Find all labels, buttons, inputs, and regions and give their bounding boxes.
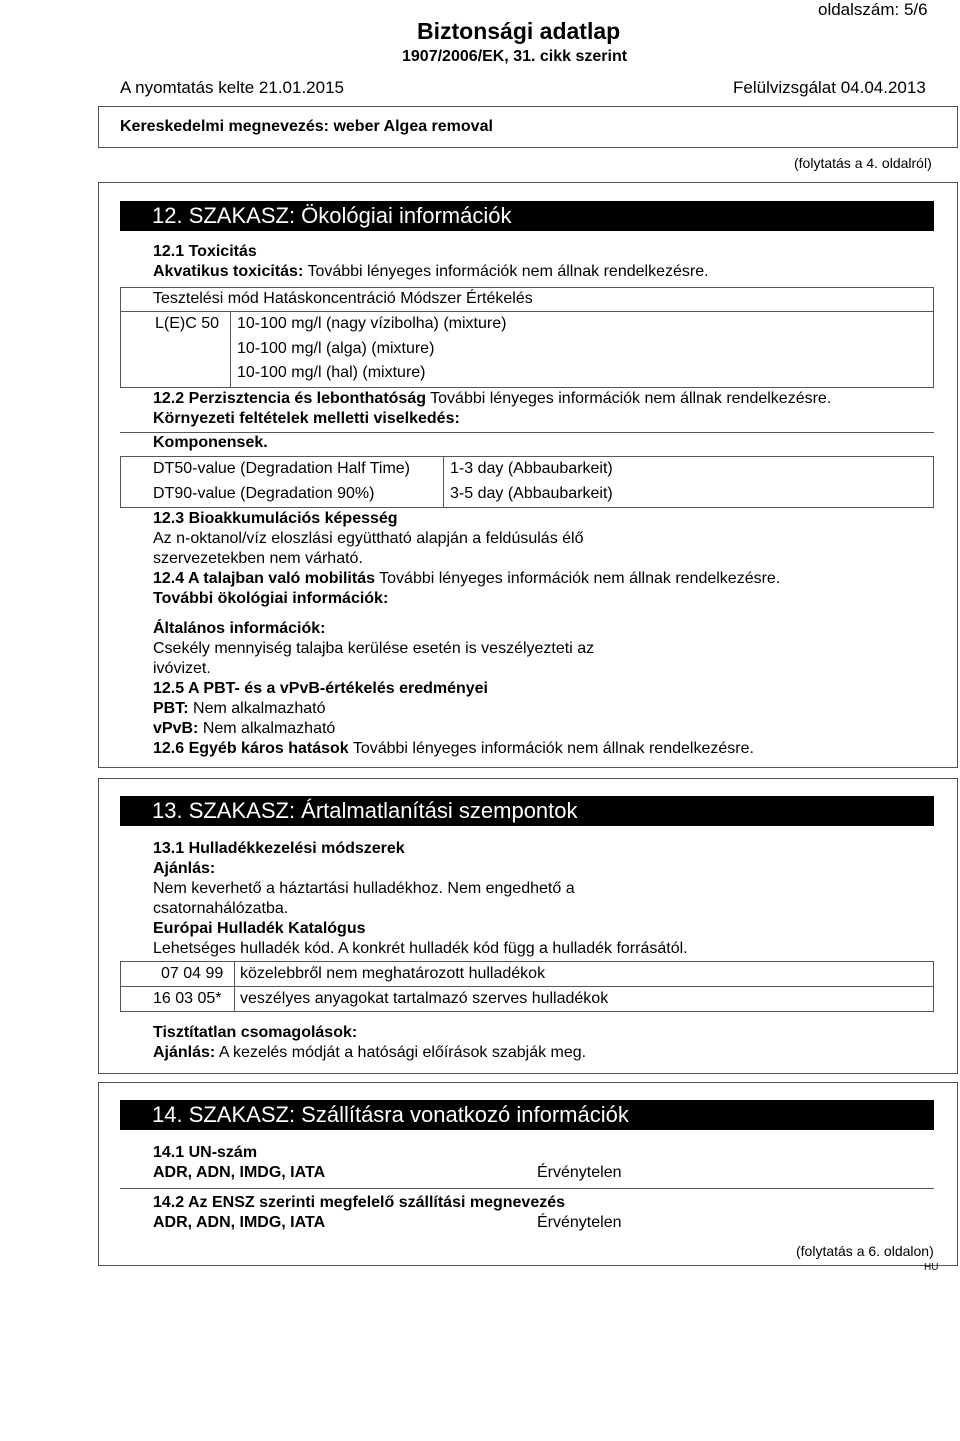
section-12-title: 12. SZAKASZ: Ökológiai információk [120, 201, 934, 231]
waste-description: veszélyes anyagokat tartalmazó szerves hulladékok [240, 990, 609, 1007]
s12-2-heading: 12.2 Perzisztencia és lebonthatóság [153, 390, 426, 407]
dt-value: 3-5 day (Abbaubarkeit) [450, 485, 613, 502]
continued-on: (folytatás a 6. oldalon) [796, 1243, 934, 1259]
packaging-recommendation [153, 1044, 586, 1062]
s14-2-heading: 14.2 Az ENSZ szerinti megfelelő szállítási megnevezés [153, 1194, 566, 1211]
s12-4-text: További lényeges információk nem állnak rendelkezésre. [379, 570, 781, 587]
environmental-behavior: Környezeti feltételek melletti viselkedés: [153, 410, 460, 427]
language-code: HU [924, 1262, 939, 1273]
vpvb-value: Nem alkalmazható [202, 720, 336, 737]
s12-3-heading: 12.3 Bioakkumulációs képesség [153, 510, 398, 527]
table-divider [230, 311, 231, 388]
s12-3-text: Az n-oktanol/víz eloszlási együttható alapján a feldúsulás élő [153, 530, 584, 547]
table-divider [443, 456, 444, 508]
pbt-value: Nem alkalmazható [193, 700, 326, 717]
s14-1-heading: 14.1 UN-szám [153, 1144, 258, 1161]
s13-1-heading: 13.1 Hulladékkezelési módszerek [153, 840, 405, 857]
revision-date: Felülvizsgálat 04.04.2013 [733, 78, 926, 97]
vpvb-label: vPvB: [153, 720, 199, 737]
aquatic-toxicity [153, 263, 709, 281]
section-13-title: 13. SZAKASZ: Ártalmatlanítási szempontok [120, 796, 934, 826]
ewc-heading: Európai Hulladék Katalógus [153, 920, 366, 937]
regulation-reference: 1907/2006/EK, 31. cikk szerint [402, 48, 628, 65]
uncleaned-packaging-heading: Tisztítatlan csomagolások: [153, 1024, 358, 1041]
s12-6-text: További lényeges információk nem állnak rendelkezésre. [352, 740, 754, 757]
s12-2-text: További lényeges információk nem állnak rendelkezésre. [430, 390, 832, 407]
aquatic-toxicity-text: További lényeges információk nem állnak rendelkezésre. [307, 263, 709, 280]
s14-2-transport-modes: ADR, ADN, IMDG, IATA [153, 1214, 326, 1231]
waste-description: közelebbről nem meghatározott hulladékok [240, 965, 546, 982]
table-divider [234, 961, 235, 1012]
page-number: oldalszám: 5/6 [818, 0, 928, 19]
s14-1-value: Érvénytelen [537, 1164, 622, 1181]
s12-4-heading: 12.4 A talajban való mobilitás [153, 570, 375, 587]
pbt-label: PBT: [153, 700, 189, 717]
waste-code: 16 03 05* [153, 990, 222, 1007]
s12-2-line [153, 390, 831, 408]
s12-5-heading: 12.5 A PBT- és a vPvB-értékelés eredményei [153, 680, 488, 697]
ewc-text: Lehetséges hulladék kód. A konkrét hulladék kód függ a hulladék forrásától. [153, 940, 688, 957]
pbt-line [153, 700, 326, 718]
s14-2-value: Érvénytelen [537, 1214, 622, 1231]
toxicity-table-header: Tesztelési mód Hatáskoncentráció Módszer Értékelés [153, 290, 533, 307]
section-divider [120, 1188, 934, 1189]
further-ecological-info: További ökológiai információk: [153, 590, 389, 607]
s14-1-transport-modes: ADR, ADN, IMDG, IATA [153, 1164, 326, 1181]
dt-param: DT50-value (Degradation Half Time) [153, 460, 410, 477]
s12-4-line [153, 570, 780, 588]
recommendation-label: Ajánlás: [153, 860, 216, 877]
s12-1-heading: 12.1 Toxicitás [153, 243, 257, 260]
dt-param: DT90-value (Degradation 90%) [153, 485, 375, 502]
general-info-heading: Általános információk: [153, 620, 326, 637]
toxicity-method: L(E)C 50 [155, 315, 220, 332]
recommendation-text: csatornahálózatba. [153, 900, 289, 917]
table-divider [120, 311, 934, 312]
document-title: Biztonsági adatlap [417, 18, 621, 44]
recommendation-text: Nem keverhető a háztartási hulladékhoz. Nem engedhető a [153, 880, 575, 897]
print-date: A nyomtatás kelte 21.01.2015 [120, 78, 344, 97]
packaging-recommendation-label: Ajánlás: [153, 1044, 216, 1061]
table-divider [120, 432, 934, 433]
vpvb-line [153, 720, 335, 738]
packaging-recommendation-text: A kezelés módját a hatósági előírások szabják meg. [218, 1044, 587, 1061]
s12-6-line [153, 740, 754, 758]
dt-value: 1-3 day (Abbaubarkeit) [450, 460, 613, 477]
table-divider [120, 986, 934, 987]
trade-name: Kereskedelmi megnevezés: weber Algea removal [120, 118, 493, 135]
general-info-text: ivóvizet. [153, 660, 211, 677]
s12-3-text: szervezetekben nem várható. [153, 550, 363, 567]
toxicity-row: 10-100 mg/l (alga) (mixture) [237, 340, 435, 357]
general-info-text: Csekély mennyiség talajba kerülése esetén is veszélyezteti az [153, 640, 595, 657]
components-heading: Komponensek. [153, 434, 268, 451]
continued-from: (folytatás a 4. oldalról) [794, 155, 932, 171]
s12-6-heading: 12.6 Egyéb káros hatások [153, 740, 349, 757]
waste-code: 07 04 99 [161, 965, 224, 982]
aquatic-toxicity-label: Akvatikus toxicitás: [153, 263, 304, 280]
toxicity-row: 10-100 mg/l (hal) (mixture) [237, 364, 426, 381]
toxicity-row: 10-100 mg/l (nagy vízibolha) (mixture) [237, 315, 507, 332]
section-14-title: 14. SZAKASZ: Szállításra vonatkozó információk [120, 1100, 934, 1130]
